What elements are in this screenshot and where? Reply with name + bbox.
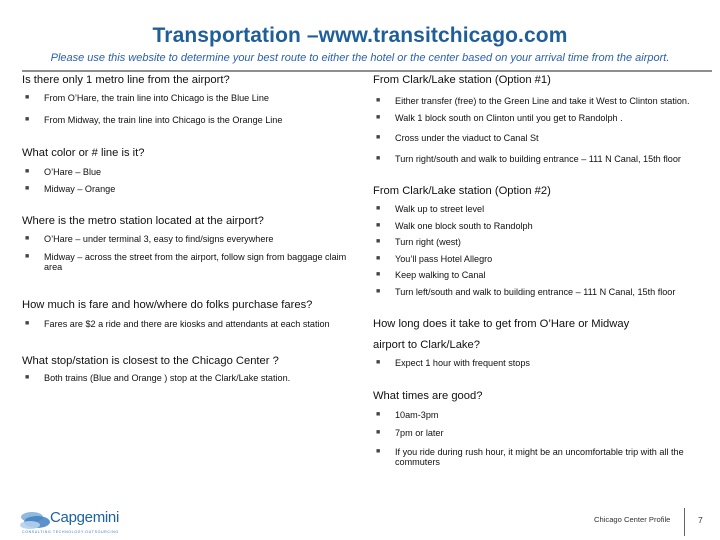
bullet-list <box>22 234 362 273</box>
list-item: ■ Midway – Orange <box>25 183 116 194</box>
list-item: ■ Walk 1 block south on Clinton until you get to Randolph . <box>376 112 623 123</box>
list-item: ■ Cross under the viaduct to Canal St <box>376 133 539 143</box>
square-bullet-icon: ■ <box>376 254 381 262</box>
square-bullet-icon: ■ <box>376 410 381 418</box>
square-bullet-icon: ■ <box>376 221 381 229</box>
square-bullet-icon: ■ <box>376 287 381 295</box>
divider <box>22 70 712 72</box>
list-item: ■ Turn left/south and walk to building entrance – 111 N Canal, 15th floor <box>376 286 676 297</box>
list-item: ■ Turn right (west) <box>376 237 461 247</box>
square-bullet-icon: ■ <box>376 429 381 436</box>
list-item: ■ Turn right/south and walk to building entrance – 111 N Canal, 15th floor <box>376 153 681 164</box>
section-heading: How long does it take to get from O’Hare or Midway airport to Clark/Lake? <box>373 318 630 351</box>
list-item: ■ Walk up to street level <box>376 204 485 214</box>
logo-wordmark: Capgemini <box>50 509 120 526</box>
bullet-list <box>373 204 703 297</box>
page-number: 7 <box>698 515 703 525</box>
logo-tagline: CONSULTING.TECHNOLOGY.OUTSOURCING <box>22 530 119 534</box>
square-bullet-icon: ■ <box>25 184 30 192</box>
footer-label: Chicago Center Profile <box>594 515 671 524</box>
footer-divider <box>684 508 685 536</box>
section-heading: From Clark/Lake station (Option #2) <box>373 185 551 197</box>
bullet-list <box>373 358 703 369</box>
bullet-list <box>22 319 362 330</box>
right-column <box>373 73 703 468</box>
square-bullet-icon: ■ <box>376 134 381 141</box>
list-item: ■ Expect 1 hour with frequent stops <box>376 358 530 368</box>
square-bullet-icon: ■ <box>376 238 381 245</box>
question-heading: How much is fare and how/where do folks purchase fares? <box>22 298 313 311</box>
list-item: ■ 10am-3pm <box>376 409 439 420</box>
list-item: ■ From O’Hare, the train line into Chicago is the Blue Line <box>25 93 269 103</box>
square-bullet-icon: ■ <box>376 113 381 121</box>
question-heading: Where is the metro station located at the airport? <box>22 215 264 227</box>
question-heading: Is there only 1 metro line from the airport? <box>22 74 230 86</box>
list-item: ■ If you ride during rush hour, it might be an uncomfortable trip with all the commuters <box>376 446 684 467</box>
square-bullet-icon: ■ <box>25 374 30 381</box>
list-item: ■ 7pm or later <box>376 428 444 438</box>
bullet-list <box>373 410 703 468</box>
list-item: ■ Both trains (Blue and Orange ) stop at the Clark/Lake station. <box>25 373 291 383</box>
bullet-list <box>22 167 362 194</box>
list-item: ■ O’Hare – Blue <box>25 167 102 177</box>
left-column <box>22 73 362 384</box>
list-item: ■ Either transfer (free) to the Green Line and take it West to Clinton station. <box>376 96 690 106</box>
question-heading: What color or # line is it? <box>22 147 145 159</box>
square-bullet-icon: ■ <box>25 319 30 327</box>
bullet-list <box>22 93 362 125</box>
slide-subtitle: Please use this website to determine your best route to either the hotel or the center based on your arrival time from the airport. <box>50 52 670 64</box>
list-item: ■ You’ll pass Hotel Allegro <box>376 253 493 264</box>
square-bullet-icon: ■ <box>376 154 381 162</box>
square-bullet-icon: ■ <box>376 205 381 212</box>
square-bullet-icon: ■ <box>376 97 381 104</box>
bullet-list <box>373 96 703 164</box>
list-item: ■ Midway – across the street from the airport, follow sign from baggage claim area <box>25 251 347 272</box>
section-heading: What times are good? <box>373 389 483 402</box>
list-item: ■ From Midway, the train line into Chicago is the Orange Line <box>25 114 283 125</box>
square-bullet-icon: ■ <box>376 359 381 366</box>
square-bullet-icon: ■ <box>25 115 30 123</box>
list-item: ■ Keep walking to Canal <box>376 270 486 280</box>
square-bullet-icon: ■ <box>25 168 30 175</box>
slide-title: Transportation –www.transitchicago.com <box>152 24 568 47</box>
square-bullet-icon: ■ <box>376 447 381 455</box>
section-heading: From Clark/Lake station (Option #1) <box>373 74 551 86</box>
square-bullet-icon: ■ <box>25 94 30 101</box>
list-item: ■ Fares are $2 a ride and there are kiosks and attendants at each station <box>25 318 330 329</box>
question-heading: What stop/station is closest to the Chicago Center ? <box>22 355 279 367</box>
list-item: ■ O’Hare – under terminal 3, easy to find/signs everywhere <box>25 234 274 244</box>
square-bullet-icon: ■ <box>25 235 30 242</box>
bullet-list <box>22 373 362 384</box>
square-bullet-icon: ■ <box>376 271 381 278</box>
square-bullet-icon: ■ <box>25 252 30 260</box>
list-item: ■ Walk one block south to Randolph <box>376 220 533 231</box>
